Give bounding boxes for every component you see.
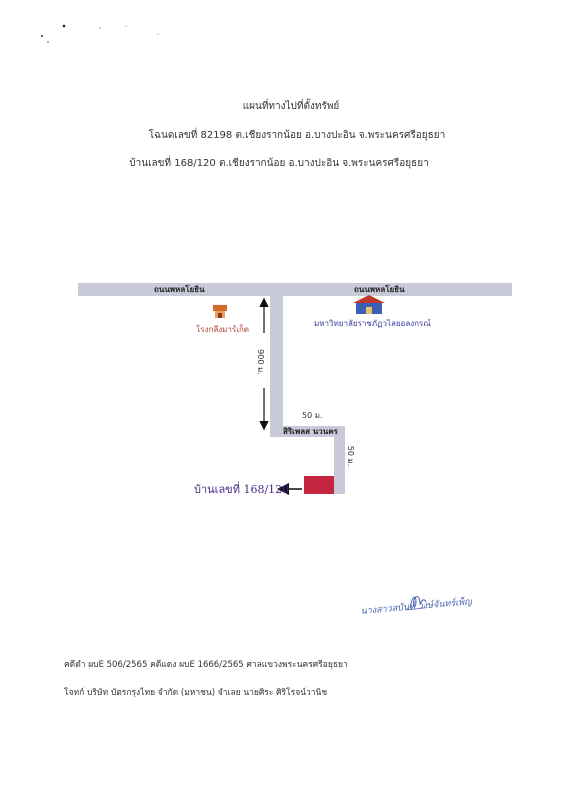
parties-line: โจทก์ บริษัท บัตรกรุงไทย จำกัด (มหาชน) จำเลย นายศิระ ศิริโรจน์วานิช bbox=[64, 688, 328, 698]
deed-line: โฉนดเลขที่ 82198 ต.เชียงรากน้อย อ.บางปะอิน จ.พระนครศรีอยุธยา bbox=[148, 130, 446, 141]
shop-icon bbox=[213, 305, 227, 318]
university-icon bbox=[353, 295, 385, 314]
landmark-left-label: โรงกลึงมาร์เก็ต bbox=[196, 325, 249, 334]
distance-side-label: 50 ม. bbox=[346, 445, 355, 467]
main-road bbox=[78, 283, 512, 296]
house-label: บ้านเลขที่ 168/120 bbox=[194, 483, 290, 496]
road-left-label: ถนนพหลโยธิน bbox=[154, 285, 205, 294]
address-line: บ้านเลขที่ 168/120 ต.เชียงรากน้อย อ.บางปะอิน จ.พระนครศรีอยุธยา bbox=[129, 158, 429, 169]
side-road bbox=[270, 296, 283, 436]
lane-road bbox=[334, 426, 345, 494]
village-label: สิริเพลส นวนคร bbox=[283, 427, 338, 436]
distance-top-label: 50 ม. bbox=[302, 411, 323, 420]
map-title: แผนที่ทางไปที่ตั้งทรัพย์ bbox=[242, 101, 340, 112]
signer-name: นางสาวสบันท์ วงษ์จันทร์เพ็ญ bbox=[360, 597, 473, 617]
scan-specks bbox=[30, 20, 180, 80]
house-marker bbox=[304, 476, 334, 494]
landmark-right-label: มหาวิทยาลัยราชภัฏวไลยอลงกรณ์ bbox=[314, 319, 431, 328]
road-right-label: ถนนพหลโยธิน bbox=[354, 285, 405, 294]
case-line: คดีดำ ผบE 506/2565 คดีแดง ผบE 1666/2565 ศาลแขวงพระนครศรีอยุธยา bbox=[64, 660, 348, 670]
distance-main-label: 900 ม. bbox=[256, 349, 265, 375]
location-map bbox=[0, 270, 562, 510]
